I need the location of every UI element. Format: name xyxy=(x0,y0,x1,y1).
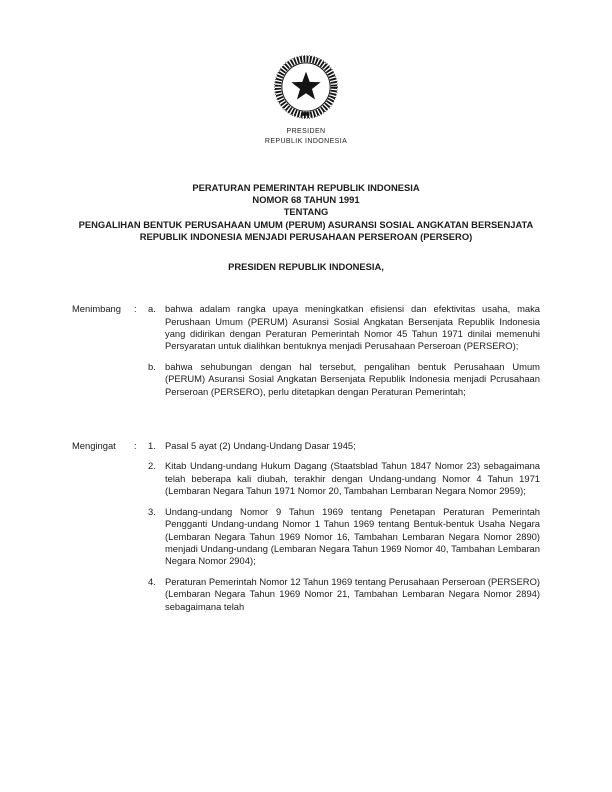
menimbang-item-a xyxy=(148,303,540,353)
item-marker: 3. xyxy=(148,505,156,517)
menimbang-colon: : xyxy=(134,303,137,315)
letterhead-presiden: PRESIDEN xyxy=(286,128,326,135)
item-marker: b. xyxy=(148,360,156,372)
item-marker: 1. xyxy=(148,440,156,452)
item-marker: 2. xyxy=(148,460,156,472)
actor-heading: PRESIDEN REPUBLIK INDONESIA, xyxy=(228,261,384,273)
menimbang-label: Menimbang xyxy=(72,303,121,315)
title-line-number: NOMOR 68 TAHUN 1991 xyxy=(252,194,360,206)
letterhead-republik-indonesia: REPUBLIK INDONESIA xyxy=(264,137,348,145)
mengingat-item-4 xyxy=(148,576,540,613)
item-text: Kitab Undang-undang Hukum Dagang (Staatsblad Tahun 1847 Nomor 23) sebagaimana telah beberapa kali diubah, terakhir dengan Undang-undang Nomor 4 Tahun 1971 (Lembaran Negara Tahun 1971 Nomor 20, Tambahan Lembaran Negara Nomor 2959); xyxy=(165,460,540,497)
item-marker: a. xyxy=(148,303,156,315)
letterhead xyxy=(72,52,540,146)
mengingat-colon: : xyxy=(134,440,137,452)
item-text: Peraturan Pemerintah Nomor 12 Tahun 1969 tentang Perusahaan Perseroan (PERSERO) (Lembaran Negara Tahun 1969 Nomor 21, Tambahan Lembaran Negara Nomor 2894) sebagaimana telah xyxy=(165,575,540,612)
menimbang-item-b xyxy=(148,361,540,398)
item-text: bahwa sehubungan dengan hal tersebut, pengalihan bentuk Perusahaan Umum (PERUM) Asuransi Sosial Angkatan Bersenjata Republik Indonesia menjadi Pcrusahaan Perseroan (PERSERO), perlu ditetapkan dengan Peraturan Pemerintah; xyxy=(165,360,540,397)
mengingat-item-1 xyxy=(148,440,540,452)
item-marker: 4. xyxy=(148,575,156,587)
item-text: bahwa adalam rangka upaya meningkatkan efisiensi dan efektivitas usaha, maka Perushaan Umum (PERUM) Asuransi Sosial Angkatan Bersenjata Republik Indonesia yang didirikan dengan Peraturan Pemerintah Nomor 45 Tahun 1971 dinilai memenuhi Persyaratan untuk dialihkan bentuknya menjadi Perusahaan Perseroan (PERSERO); xyxy=(165,303,540,352)
title-line-subject: PENGALIHAN BENTUK PERUSAHAAN UMUM (PERUM) ASURANSI SOSIAL ANGKATAN BERSENJATA REPUBLIK INDONESIA MENJADI PERUSAHAAN PERSEROAN (PERSERO) xyxy=(78,218,534,242)
title-line-regulation: PERATURAN PEMERINTAH REPUBLIK INDONESIA xyxy=(192,182,420,193)
mengingat-item-3 xyxy=(148,506,540,568)
title-line-tentang: TENTANG xyxy=(283,206,329,218)
document-title xyxy=(72,182,540,243)
mengingat-label: Mengingat xyxy=(72,440,116,452)
item-text: Undang-undang Nomor 9 Tahun 1969 tentang Penetapan Peraturan Pemerintah Pengganti Undang-undang Nomor 1 Tahun 1969 tentang Bentuk-bentuk Usaha Negara (Lembaran Negara Tahun 1969 Nomor 16, Tambahan Lembaran Negara Nomor 2890) menjadi Undang-undang (Lembaran Negara Tahun 1969 Nomor 40, Tambahan Lembaran Negara Nomor 2904); xyxy=(165,505,540,567)
section-menimbang xyxy=(72,303,540,398)
mengingat-item-2 xyxy=(148,460,540,497)
item-text: Pasal 5 ayat (2) Undang-Undang Dasar 1945; xyxy=(165,440,356,452)
section-mengingat xyxy=(72,440,540,613)
state-emblem-star-wreath-icon xyxy=(271,109,341,126)
